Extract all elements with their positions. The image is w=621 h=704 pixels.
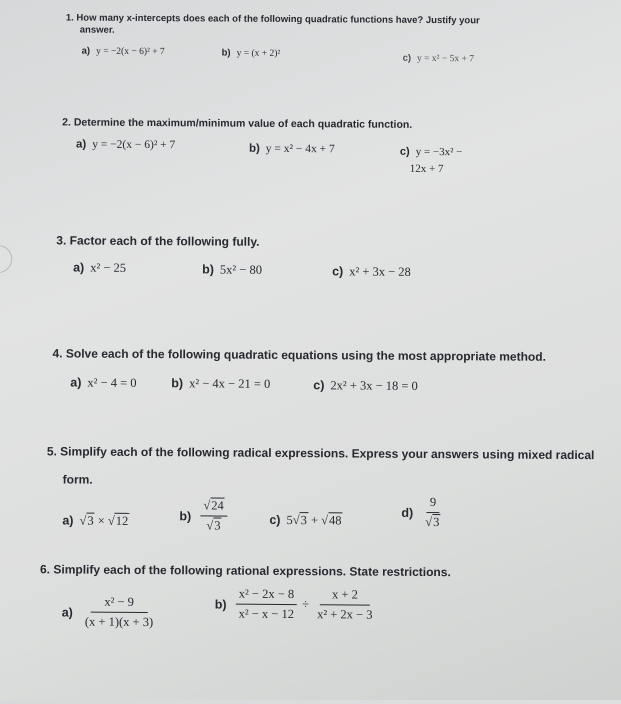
q2-prompt: [62, 116, 412, 130]
q3-a-label: a): [73, 260, 85, 275]
sqrt-symbol: √: [321, 513, 329, 528]
q5-part-d: [401, 495, 443, 530]
q1-text-line2: answer.: [79, 24, 115, 36]
q3-text: Factor each of the following fully.: [69, 233, 260, 249]
q3-part-a: [73, 261, 126, 276]
q5-part-a: [62, 513, 129, 528]
q1-b-label: b): [221, 47, 231, 59]
q4-text: Solve each of the following quadratic equations using the most appropriate method.: [65, 346, 546, 364]
q2-c-label: c): [399, 145, 410, 158]
q1-prompt: [66, 12, 480, 26]
q5-c-radicand1: 3: [300, 513, 307, 528]
q6-part-a: [62, 594, 157, 630]
q4-c-expr: 2x² + 3x − 18 = 0: [330, 378, 418, 393]
q5-a-label: a): [62, 513, 74, 528]
q2-part-b: [249, 143, 335, 156]
q3-a-expr: x² − 25: [90, 260, 127, 275]
q6-a-fraction: [82, 595, 156, 631]
q5-prompt: [47, 444, 595, 462]
q6-b-denominator1: x² − x − 12: [238, 606, 295, 622]
sqrt-symbol: √: [425, 514, 433, 530]
q4-number: 4.: [52, 346, 63, 361]
q2-a-expr: y = −2(x − 6)² + 7: [92, 138, 176, 152]
q2-part-c: [400, 146, 463, 158]
q5-a-times: ×: [97, 513, 105, 528]
q2-a-label: a): [75, 138, 87, 151]
q6-b-denominator2: x² + 2x − 3: [317, 607, 373, 622]
q5-number: 5.: [46, 444, 57, 459]
q5-d-denominator: [422, 513, 443, 530]
sqrt-symbol: √: [203, 498, 211, 513]
sqrt-symbol: √: [206, 518, 214, 533]
q1-a-expr: y = −2(x − 6)² + 7: [96, 46, 165, 58]
q1-number: 1.: [65, 12, 74, 24]
sqrt-symbol: √: [79, 513, 87, 528]
q6-a-denominator: (x + 1)(x + 3): [84, 614, 154, 630]
q5-text-line2: form.: [62, 472, 93, 487]
q1-part-a: [82, 46, 165, 58]
q1-part-c: [403, 53, 474, 64]
q4-part-a: [70, 376, 136, 391]
q6-b-numerator2: x + 2: [320, 587, 370, 605]
q3-b-expr: 5x² − 80: [219, 262, 263, 277]
q6-a-label: a): [61, 604, 73, 620]
q5-text-line1: Simplify each of the following radical expressions. Express your answers using mixed radical: [60, 444, 595, 463]
q6-a-numerator: x² − 9: [90, 595, 148, 613]
q1-text-line1: How many x-intercepts does each of the following quadratic functions have? Justify your: [76, 12, 480, 27]
q5-d-den-radicand: 3: [433, 515, 440, 530]
q5-a-radicand2: 12: [115, 513, 129, 528]
q4-b-label: b): [171, 376, 184, 391]
q6-b-label: b): [214, 597, 227, 612]
q5-part-c: [269, 513, 342, 529]
q5-b-numerator: [200, 498, 227, 516]
q5-b-label: b): [179, 508, 192, 523]
q3-part-c: [332, 264, 411, 280]
q6-b-fraction1: [236, 587, 298, 622]
q3-prompt: [56, 233, 259, 248]
q5-c-coefficient: 5: [286, 513, 293, 528]
q6-text: Simplify each of the following rational expressions. State restrictions.: [53, 562, 451, 580]
q5-c-radicand2: 48: [329, 513, 342, 528]
q5-b-fraction: [200, 498, 228, 533]
q6-b-fraction2: [314, 587, 376, 622]
q3-c-expr: x² + 3x − 28: [349, 264, 411, 279]
q4-prompt: [52, 346, 545, 363]
q6-b-divide: ÷: [302, 597, 310, 612]
q6-number: 6.: [39, 562, 51, 577]
q5-d-fraction: [422, 495, 443, 530]
q5-part-b: [179, 498, 228, 533]
q5-b-den-radicand: 3: [214, 518, 221, 533]
q2-b-label: b): [248, 142, 260, 155]
q6-part-b: [215, 587, 376, 623]
q5-b-denominator: [203, 516, 224, 533]
q5-d-label: d): [401, 505, 414, 520]
q3-part-b: [202, 262, 262, 277]
q5-c-label: c): [269, 512, 281, 527]
q1-a-label: a): [81, 45, 91, 57]
q1-c-expr: y = x² − 5x + 7: [417, 53, 475, 65]
q4-a-label: a): [70, 375, 82, 390]
q4-a-expr: x² − 4 = 0: [87, 375, 137, 390]
q6-b-numerator1: x² − 2x − 8: [236, 587, 297, 605]
binder-hole: [0, 245, 12, 273]
q1-c-label: c): [402, 52, 412, 64]
q2-number: 2.: [62, 116, 71, 129]
q2-b-expr: y = x² − 4x + 7: [265, 142, 335, 156]
q3-number: 3.: [56, 233, 67, 248]
q2-part-a: [76, 139, 175, 152]
q1-b-expr: y = (x + 2)²: [236, 48, 281, 59]
q4-part-c: [313, 378, 418, 394]
q5-c-plus: +: [310, 513, 319, 528]
q2-c-expr-line1: y = −3x² −: [415, 145, 463, 159]
q5-b-num-radicand: 24: [211, 498, 224, 513]
q4-b-expr: x² − 4x − 21 = 0: [189, 376, 271, 391]
sqrt-symbol: √: [107, 513, 115, 528]
q2-c-expr-line2: 12x + 7: [409, 162, 444, 176]
q2-text: Determine the maximum/minimum value of each quadratic function.: [73, 116, 413, 131]
q3-c-label: c): [332, 264, 344, 279]
q4-part-b: [171, 376, 270, 392]
q6-prompt: [40, 562, 451, 579]
q3-b-label: b): [202, 262, 214, 277]
q4-c-label: c): [313, 378, 325, 393]
q5-a-radicand1: 3: [87, 513, 94, 528]
q1-part-b: [222, 48, 281, 59]
q5-d-numerator: 9: [427, 495, 439, 513]
sqrt-symbol: √: [292, 513, 300, 528]
